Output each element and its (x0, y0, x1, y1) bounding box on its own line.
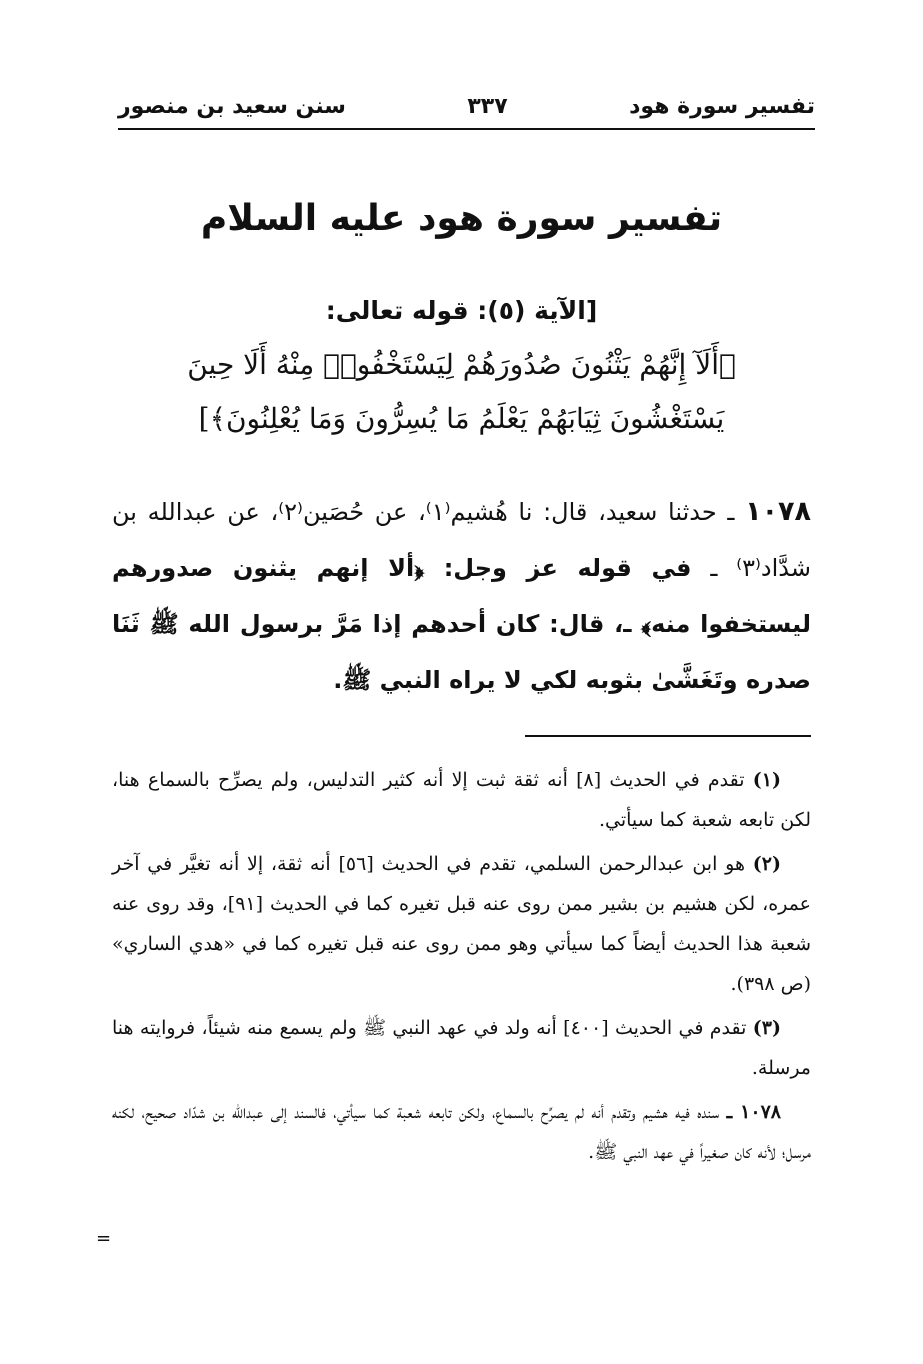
continuation-mark: = (96, 1228, 112, 1249)
quran-verse-line-2: يَسْتَغْشُونَ ثِيَابَهُمْ يَعْلَمُ مَا يُسِرُّونَ وَمَا يُعْلِنُونَ﴾] (198, 402, 725, 435)
footnote-number: (٣) (752, 1017, 781, 1039)
hadith-isnad: حدثنا سعيد، قال: نا هُشيم⁽١⁾، عن حُصَين⁽٢⁾، عن عبدالله بن شدَّاد⁽٣⁾ ـ (112, 498, 811, 582)
page-number: ٣٣٧ (467, 93, 508, 119)
footnote-number: ١٠٧٨ ـ (726, 1101, 781, 1123)
footnote-1 (112, 760, 811, 840)
footnote-2 (112, 844, 811, 1004)
hadith-number: ١٠٧٨ (745, 496, 812, 527)
footnote-number: (٢) (752, 853, 781, 875)
verse-heading: [الآية (٥): قوله تعالى: (325, 296, 598, 325)
hadith-matn: في قوله عز وجل: ﴿ألا إنهم يثنون صدورهم ليستخفوا منه﴾ ـ، قال: كان أحدهم إذا مَرَّ برسول الله ﷺ ثَنَا صدره وتَغَشَّىٰ بثوبه لكي لا يراه النبي ﷺ. (112, 554, 811, 694)
running-header (118, 86, 815, 126)
footnotes (112, 760, 811, 1176)
header-rule (118, 128, 815, 130)
header-book-title: سنن سعيد بن منصور (118, 93, 346, 119)
hadith-dash: ـ (716, 498, 746, 526)
hadith-text (112, 484, 811, 708)
footnote-3 (112, 1008, 811, 1088)
footnote-number: (١) (752, 769, 781, 791)
footnote-text: هو ابن عبدالرحمن السلمي، تقدم في الحديث [٥٦] أنه ثقة، إلا أنه تغيَّر في آخر عمره، لكن هشيم بن بشير ممن روى عنه قبل تغيره كما في الحديث [٩١]، وقد روى عنه شعبة هذا الحديث أيضاً كما سيأتي وهو ممن روى عنه قبل تغيره كما في «هدي الساري» (ص ٣٩٨). (112, 853, 811, 995)
surah-title: تفسير سورة هود عليه السلام (200, 198, 723, 239)
footnote-hadith-grading (112, 1092, 811, 1172)
header-chapter-title: تفسير سورة هود (629, 93, 815, 119)
footnote-text: سنده فيه هشيم وتقدم أنه لم يصرِّح بالسماع، ولكن تابعه شعبة كما سيأتي، فالسند إلى عبدالله بن شدّاد صحيح، لكنه مرسل؛ لأنه كان صغيراً في عهد النبي ﷺ. (112, 1101, 811, 1163)
footnote-separator (525, 735, 811, 737)
footnote-text: تقدم في الحديث [٨] أنه ثقة ثبت إلا أنه كثير التدليس، ولم يصرِّح بالسماع هنا، لكن تابعه شعبة كما سيأتي. (112, 769, 811, 831)
quran-verse-line-1: ﴿أَلَآ إِنَّهُمْ يَثْنُونَ صُدُورَهُمْ لِيَسْتَخْفُوا۟ مِنْهُ أَلَا حِينَ (187, 348, 736, 381)
footnote-text: تقدم في الحديث [٤٠٠] أنه ولد في عهد النبي ﷺ ولم يسمع منه شيئاً، فروايته هنا مرسلة. (112, 1017, 811, 1079)
